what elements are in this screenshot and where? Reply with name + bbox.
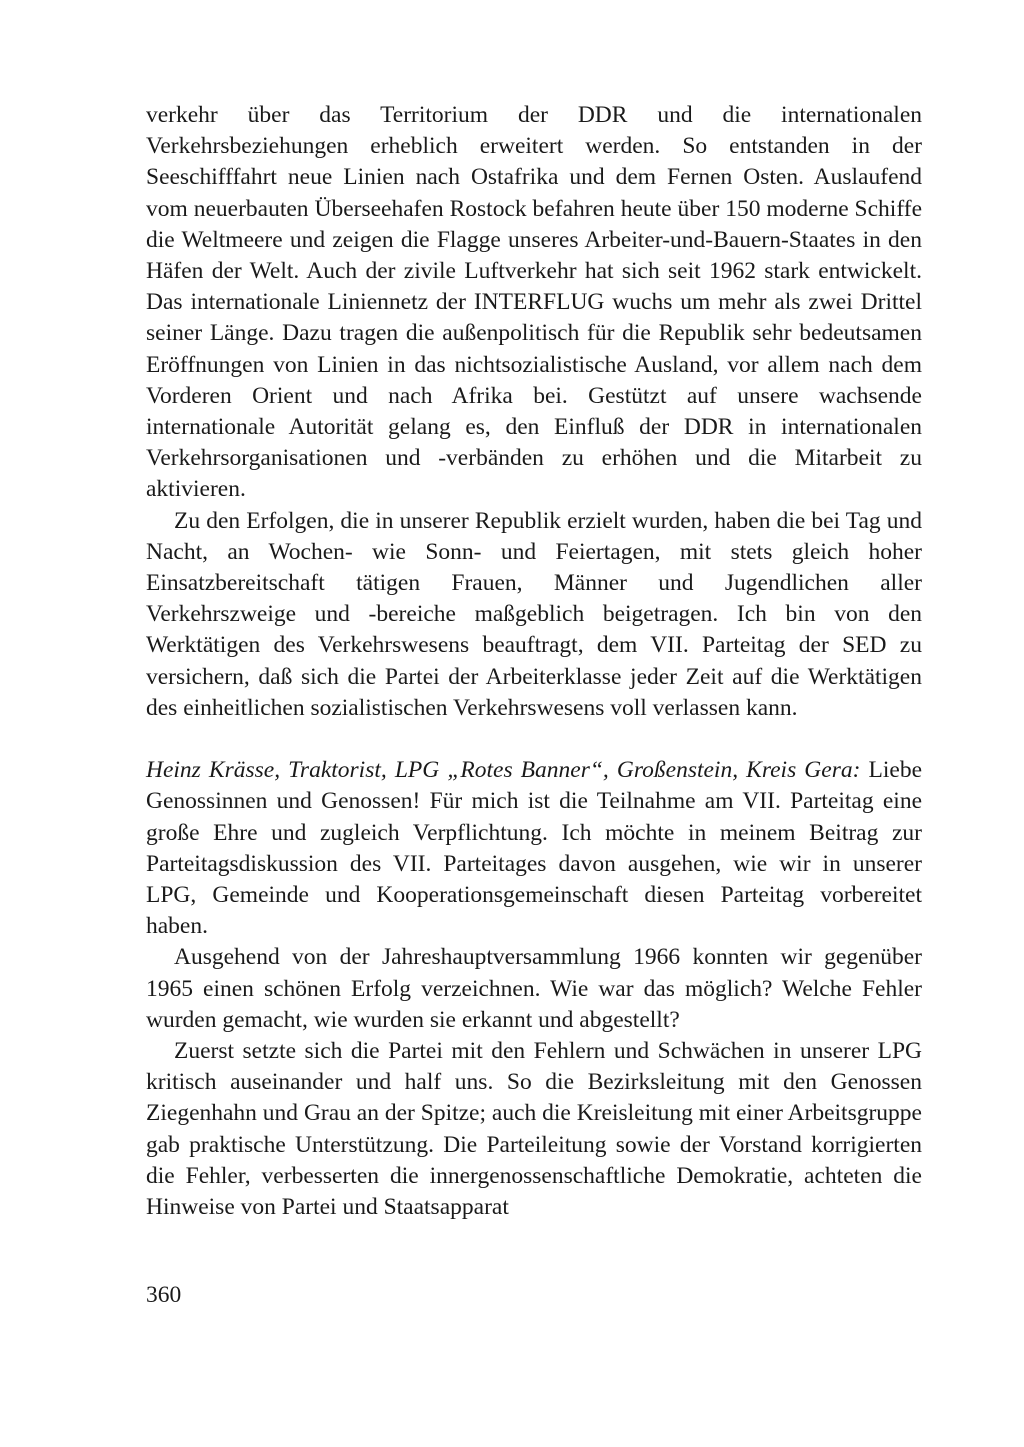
paragraph-transport-success: Zu den Erfolgen, die in unserer Republik erzielt wurden, haben die bei Tag und Nacht, an Wochen- wie Sonn- und Feiertagen, mit stets gleich hoher Einsatzbereitschaft tätigen Frauen, Männer und Jugendlichen aller Verkehrszweige und -bereiche maßgeblich beigetragen. Ich bin von den Werktätigen des Verkehrswesens beauftragt, dem VII. Parteitag der SED zu versichern, daß sich die Partei der Arbeiterklasse jeder Zeit auf die Werktätigen des einheitlichen sozialistischen Verkehrswesens voll verlassen kann. (146, 507, 922, 721)
body-text (146, 100, 922, 1223)
paragraph-party-help: Zuerst setzte sich die Partei mit den Fehlern und Schwächen in unserer LPG kritisch auseinander und half uns. So die Bezirksleitung mit den Genossen Ziegenhahn und Grau an der Spitze; auch die Kreisleitung mit einer Arbeitsgruppe gab praktische Unterstützung. Die Parteileitung sowie der Vorstand korrigierten die Fehler, verbesserten die innergenossenschaftliche Demokratie, achteten die Hinweise von Partei und Staatsapparat (146, 1038, 922, 1221)
paragraph-transport-continuation: verkehr über das Territorium der DDR und die internationalen Verkehrsbeziehungen erheblich erweitert werden. So entstanden in der Seeschifffahrt neue Linien nach Ostafrika und dem Fernen Osten. Auslaufend vom neuerbauten Überseehafen Rostock befahren heute über 150 moderne Schiffe die Weltmeere und zeigen die Flagge unseres Arbeiter-und-Bauern-Staates in den Häfen der Welt. Auch der zivile Luftverkehr hat sich seit 1962 stark entwickelt. Das internationale Liniennetz der INTERFLUG wuchs um mehr als zwei Drittel seiner Länge. Dazu tragen die außenpolitisch für die Republik sehr bedeutsamen Eröffnungen von Linien in das nichtsozialistische Ausland, vor allem nach dem Vorderen Orient und nach Afrika bei. Gestützt auf unsere wachsende internationale Autorität gelang es, den Einfluß der DDR in internationalen Verkehrsorganisationen und -verbänden zu erhöhen und die Mitarbeit zu aktivieren. (146, 102, 922, 503)
speech-opening-text: Liebe Genossinnen und Genossen! Für mich ist die Teilnahme am VII. Parteitag eine große Ehre und zugleich Verpflichtung. Ich möchte in meinem Beitrag zur Parteitagsdiskussion des VII. Parteitages davon ausgehen, wie wir in unserer LPG, Gemeinde und Kooperationsgemeinschaft diesen Parteitag vorbereitet haben. (146, 757, 922, 940)
speaker-attribution: Heinz Krässe, Traktorist, LPG „Rotes Banner“, Großenstein, Kreis Gera: (146, 757, 861, 784)
paragraph-annual-meeting: Ausgehend von der Jahreshauptversammlung 1966 konnten wir gegenüber 1965 einen schönen Erfolg verzeichnen. Wie war das möglich? Welche Fehler wurden gemacht, wie wurden sie erkannt und abgestellt? (146, 944, 922, 1033)
page-number: 360 (146, 1282, 182, 1308)
speech-opening-paragraph (146, 755, 922, 942)
